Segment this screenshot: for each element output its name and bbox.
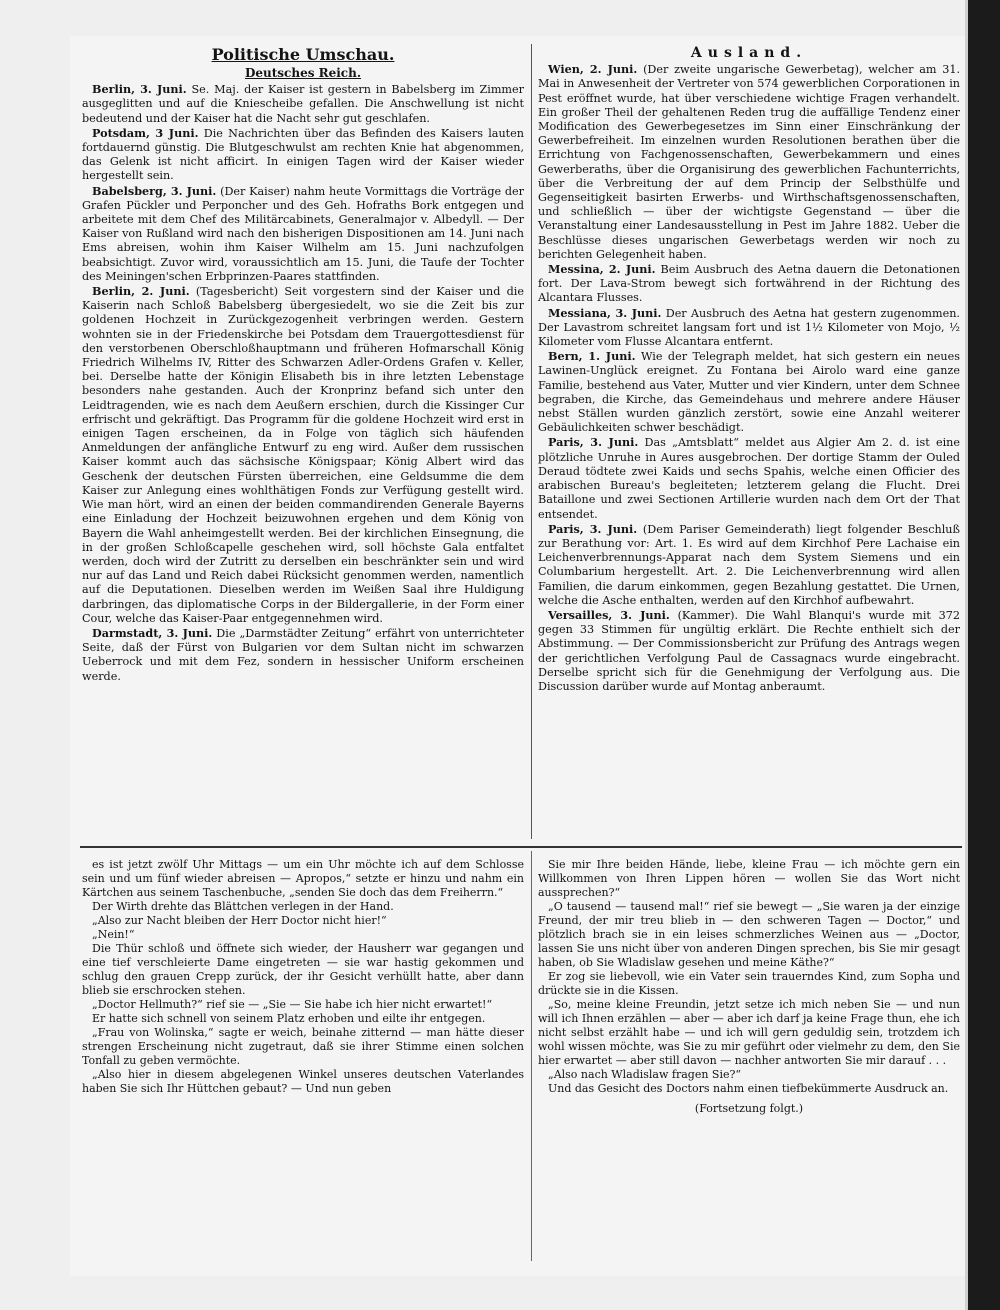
story-paragraph: Er hatte sich schnell von seinem Platz erhoben und eilte ihr entgegen. — [92, 1012, 486, 1025]
news-item — [538, 62, 960, 262]
story-paragraph: „So, meine kleine Freundin, jetzt setze ich mich neben Sie — und nun will ich Ihnen erzählen — aber — aber ich darf ja keine Frage thun, ehe ich nicht selbst erzählt habe — und ich will gern geduldig sein, trotzdem ich wohl wissen möchte, was Sie zu mir geführt oder vielmehr zu dem, den Sie hier erwartet — aber still davon — nachher antworten Sie mir darauf . . . — [538, 998, 960, 1067]
news-item — [538, 349, 960, 435]
news-text: (Der Kaiser) nahm heute Vormittags die Vorträge der Grafen Pückler und Perponcher und des Geh. Hofraths Bork entgegen und arbeitete mit dem Chef des Militärcabinets, Generalmajor v. Albedyll. — Der Kaiser von Rußland wird nach den bisherigen Dispositionen am 14. Juni nach Ems abreisen, wohin ihm Kaiser Wilhelm am 15. Juni nachzufolgen beabsichtigt. Zuvor wird, voraussichtlich am 15. Juni, die Taufe der Tochter des Meiningen'schen Erbprinzen-Paares stattfinden. — [82, 184, 525, 283]
feuilleton-rule — [80, 846, 962, 848]
news-item — [82, 126, 524, 184]
story-paragraph: Und das Gesicht des Doctors nahm einen tiefbekümmerte Ausdruck an. — [548, 1082, 949, 1095]
dateline: Babelsberg, 3. Juni. — [92, 183, 217, 198]
story-paragraph: Der Wirth drehte das Blättchen verlegen in der Hand. — [92, 900, 394, 913]
news-text: (Tagesbericht) Seit vorgestern sind der Kaiser und die Kaiserin nach Schloß Babelsberg übergesiedelt, wo sie die Zeit bis zur goldenen Hochzeit in Zurückgezogenheit verbringen werden. Gestern wohnten sie in der Friedenskirche bei Potsdam dem Trauergottesdienst für den verstorbenen Oberschloßhauptmann und früheren Hofmarschall König Friedrich Wilhelms IV, Ritter des Schwarzen Adler-Ordens Grafen v. Keller, bei. Derselbe hatte der Königin Elisabeth bis in ihre letzten Lebenstage besonders nahe gestanden. Auch der Kronprinz befand sich unter den Leidtragenden, wie es nach dem Aeußern erschien, durch die Kissinger Cur erfrischt und gekräftigt. Das Programm für die goldene Hochzeit wird erst in einigen Tagen erscheinen, da in Folge von täglich sich häufenden Anmeldungen der anfängliche Entwurf zu eng wird. Außer dem russischen Kaiser kommt auch das sächsische Königspaar; König Albert wird das Geschenk der deutschen Fürsten überreichen, eine Geldsumme die dem Kaiser zur Anlegung eines wohlthätigen Fonds zur Verfügung gestellt wird. Wie man hört, wird an einen der beiden commandirenden Generale Bayerns eine Einladung der Hochzeit beizuwohnen ergehen und dem König von Bayern die Wahl anheimgestellt werden. Bei der kirchlichen Einsegnung, die in der großen Schloßcapelle geschehen wird, soll höchste Gala entfaltet werden, doch wird der Zutritt zu derselben ein beschränkter sein und wird nur auf das Land und Reich dabei Rücksicht genommen werden, namentlich auf die Deputationen. Dieselben werden im Weißen Saal ihre Huldigung darbringen, das diplomatische Corps in der Bildergallerie, in der Form einer Cour, welche das Kaiser-Paar entgegennehmen wird. — [82, 285, 525, 625]
news-text: (Dem Pariser Gemeinderath) liegt folgender Beschluß zur Berathung vor: Art. 1. Es wird auf dem Kirchhof Pere Lachaise ein Leichenverbrennungs-Apparat nach dem System Siemens und ein Columbarium hergestellt. Art. 2. Die Leichenverbrennung wird allen Familien, die darum einkommen, gegen Bezahlung gestattet. Die Urnen, welche die Asche enthalten, werden auf den Kirchhof aufbewahrt. — [538, 522, 960, 607]
story-paragraph: „Doctor Hellmuth?“ rief sie — „Sie — Sie habe ich hier nicht erwartet!“ — [92, 998, 493, 1011]
section-title-deutsches-reich: Deutsches Reich. — [244, 66, 362, 80]
story-paragraph: Sie mir Ihre beiden Hände, liebe, kleine Frau — ich möchte gern ein Willkommen von Ihren Lippen hören — wollen Sie das Wort nicht aussprechen?“ — [538, 858, 960, 899]
dateline: Messina, 2. Juni. — [548, 262, 656, 277]
news-item — [538, 608, 960, 694]
story-paragraph: „Also hier in diesem abgelegenen Winkel unseres deutschen Vaterlandes haben Sie sich Ihr Hüttchen gebaut? — Und nun geben — [82, 1068, 524, 1095]
dateline: Berlin, 3. Juni. — [92, 82, 187, 97]
news-item — [82, 184, 524, 284]
headline: Politische Umschau. — [211, 45, 395, 64]
dateline: Berlin, 2. Juni. — [92, 284, 190, 299]
story-paragraph: es ist jetzt zwölf Uhr Mittags — um ein Uhr möchte ich auf dem Schlosse sein und um fünf wieder abreisen — Apropos,“ setzte er hinzu und nahm ein Kärtchen aus seinem Taschenbuche, „senden Sie doch das dem Freiherrn.“ — [82, 858, 524, 899]
story-paragraph: „O tausend — tausend mal!“ rief sie bewegt — „Sie waren ja der einzige Freund, der mir treu blieb in — den schweren Tagen — Doctor,“ und plötzlich brach sie in ein leises schmerzliches Weinen aus — „Doctor, lassen Sie uns nicht über von anderen Dingen sprechen, bis Sie mir gesagt haben, ob Sie Wladislaw gesehen und meine Käthe?“ — [538, 900, 960, 969]
news-text: Se. Maj. der Kaiser ist gestern in Babelsberg im Zimmer ausgeglitten und auf die Kniescheibe gefallen. Die Anschwellung ist nicht bedeutend und der Kaiser hat die Nacht sehr gut geschlafen. — [82, 83, 525, 125]
news-item — [82, 626, 524, 684]
news-text: (Kammer). Die Wahl Blanqui's wurde mit 372 gegen 33 Stimmen für ungültig erklärt. Die Rechte enthielt sich der Abstimmung. — Der Commissionsbericht zur Prüfung des Antrags wegen der gerichtlichen Verfolgung Paul de Cassagnacs wurde eingebracht. Derselbe spricht sich für die Genehmigung der Verfolgung aus. Die Discussion darüber wurde auf Montag anberaumt. — [538, 608, 961, 693]
news-text: (Der zweite ungarische Gewerbetag), welcher am 31. Mai in Anwesenheit der Vertreter von 574 gewerblichen Corporationen in Pest eröffnet wurde, hat über verschiedene wichtige Fragen verhandelt. Ein großer Theil der gehaltenen Reden trug die auffällige Tendenz einer Modification des Gewerbegesetzes im Sinn einer Einschränkung der Gewerbefreiheit. Im einzelnen wurden Resolutionen berathen über die Errichtung von Fachgenossenschaften, Gewerbekammern und eines Gewerberaths, über die Organisirung des gewerblichen Fachunterrichts, über die Verbreitung der auf dem Princip der Selbsthülfe und Gegenseitigkeit basirten Erwerbs- und Wirthschaftsgenossenschaften, und schließlich — über der wichtigste Gegenstand — über die Veranstaltung einer Landesausstellung in Pest im Jahre 1882. Ueber die Beschlüsse dieses ungarischen Gewerbetags werden wir noch zu berichten Gelegenheit haben. — [538, 63, 960, 261]
section-title-ausland: Ausland. — [690, 45, 808, 61]
dateline: Versailles, 3. Juni. — [548, 607, 670, 622]
story-paragraph: „Nein!“ — [92, 928, 135, 941]
dateline: Paris, 3. Juni. — [548, 435, 639, 450]
news-text: Wie der Telegraph meldet, hat sich gestern ein neues Lawinen-Unglück ereignet. Zu Fontana bei Airolo ward eine ganze Familie, bestehend aus Vater, Mutter und vier Kindern, unter dem Schnee begraben, die Kirche, das Gemeindehaus und mehrere andere Häuser nebst Ställen wurden gänzlich zerstört, sowie eine Anzahl weiterer Gebäulichkeiten schwer beschädigt. — [538, 350, 961, 435]
dateline: Paris, 3. Juni. — [548, 521, 638, 536]
story-paragraph: Die Thür schloß und öffnete sich wieder, der Hausherr war gegangen und eine tief verschleierte Dame eingetreten — sie war hastig gekommen und schlug den grauen Crepp zurück, der ihr Gesicht verhüllt hatte, aber dann blieb sie erschrocken stehen. — [82, 942, 524, 997]
news-item — [538, 262, 960, 306]
news-item — [538, 522, 960, 608]
news-text: Beim Ausbruch des Aetna dauern die Detonationen fort. Der Lava-Strom bewegt sich fortwährend in der Richtung des Alcantara Flusses. — [538, 263, 960, 305]
newspaper-page — [70, 36, 970, 1276]
news-text: Die „Darmstädter Zeitung“ erfährt von unterrichteter Seite, daß der Fürst von Bulgarien vor dem Sultan nicht im schwarzen Ueberrock und mit dem Fez, sondern in hessischer Uniform erscheinen werde. — [82, 626, 524, 683]
dateline: Messiana, 3. Juni. — [548, 305, 662, 320]
feuilleton-left — [82, 858, 524, 1096]
news-item — [82, 284, 524, 626]
dateline: Bern, 1. Juni. — [548, 349, 636, 364]
news-item — [538, 435, 960, 521]
news-text: Das „Amtsblatt“ meldet aus Algier Am 2. d. ist eine plötzliche Unruhe in Aures ausgebrochen. Der dortige Stamm der Ouled Deraud tödtete zwei Kaids und sechs Spahis, welche einen Officier des arabischen Bureau's begleiteten; letzterem gelang die Flucht. Drei Bataillone und zwei Sectionen Artillerie wurden nach dem Ort der That entsendet. — [538, 436, 961, 521]
story-paragraph: „Also zur Nacht bleiben der Herr Doctor nicht hier!“ — [92, 914, 387, 927]
continuation-note: (Fortsetzung folgt.) — [694, 1102, 804, 1115]
column-politics-germany — [82, 46, 524, 684]
story-paragraph: „Also nach Wladislaw fragen Sie?“ — [548, 1068, 741, 1081]
column-politics-abroad — [538, 46, 960, 694]
news-item — [82, 82, 524, 126]
news-text: Die Nachrichten über das Befinden des Kaisers lauten fortdauernd günstig. Die Blutgeschwulst am rechten Knie hat abgenommen, das Gelenk ist nicht afficirt. In einigen Tagen wird der Kaiser wieder hergestellt sein. — [82, 126, 524, 183]
story-paragraph: Er zog sie liebevoll, wie ein Vater sein trauerndes Kind, zum Sopha und drückte sie in die Kissen. — [538, 970, 960, 997]
feuilleton-right — [538, 858, 960, 1116]
story-paragraph: „Frau von Wolinska,“ sagte er weich, beinahe zitternd — man hätte dieser strengen Erscheinung nicht zugetraut, daß sie ihrer Stimme einen solchen Tonfall zu geben vermöchte. — [82, 1026, 524, 1067]
dateline: Potsdam, 3 Juni. — [92, 125, 199, 140]
column-rule — [531, 44, 532, 839]
page-edge-next-page — [965, 0, 1000, 1310]
news-item — [538, 306, 960, 350]
news-text: Der Ausbruch des Aetna hat gestern zugenommen. Der Lavastrom schreitet langsam fort und ist 1½ Kilometer von Mojo, ½ Kilometer vom Flusse Alcantara entfernt. — [538, 306, 960, 349]
dateline: Darmstadt, 3. Juni. — [92, 625, 213, 640]
feuilleton-column-rule — [531, 851, 532, 1261]
dateline: Wien, 2. Juni. — [548, 62, 638, 77]
